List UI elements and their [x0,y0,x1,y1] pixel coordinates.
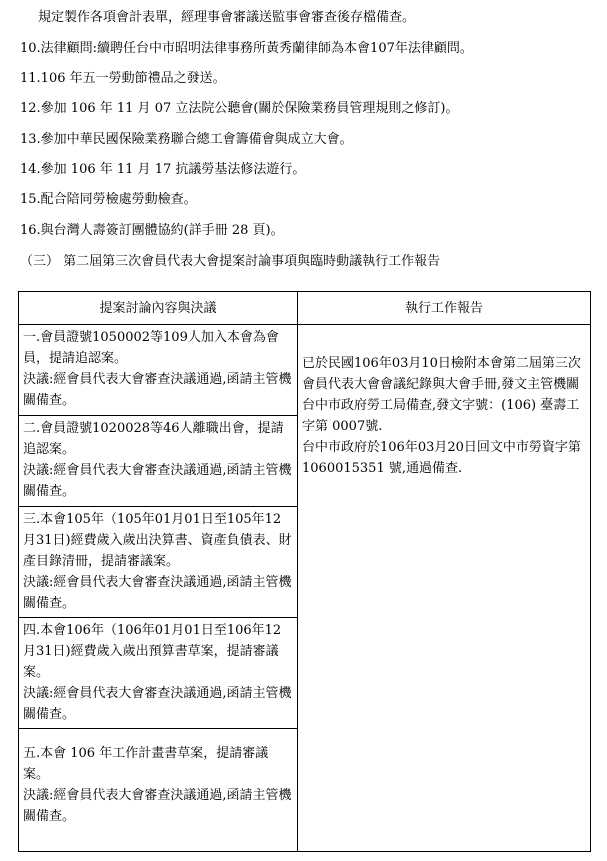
report-paragraph-1: 已於民國106年03月10日檢附本會第二屆第三次會員代表大會會議紀錄與大會手冊,發文主管機關台中市政府勞工局備查,發文字號：(106) 臺壽工字第 0007號. [302,356,581,434]
header-report: 執行工作報告 [298,292,591,325]
text-line-item-11: 11.106 年五一勞動節禮品之發送。 [20,71,226,86]
report-cell [298,325,591,852]
proposal-text: 五.本會 106 年工作計畫書草案，提請審議案。 [23,746,269,782]
proposal-cell-4 [19,618,298,729]
report-table [18,291,591,852]
proposal-text: 二.會員證號1020028等46人離職出會，提請追認案。 [23,421,284,457]
resolution-text: 決議:經會員代表大會審查決議通過,函請主管機關備查。 [23,788,292,824]
section-heading: （三） 第二屆第三次會員代表大會提案討論事項與臨時動議執行工作報告 [20,254,441,269]
proposal-text: 三.本會105年（105年01月01日至105年12月31日)經費歲入歲出決算書、資產負債表、財產目錄清冊，提請審議案。 [23,512,292,569]
text-line-item-12: 12.參加 106 年 11 月 07 立法院公聽會(關於保險業務員管理規則之修訂)。 [20,101,459,116]
header-proposal: 提案討論內容與決議 [19,292,298,325]
resolution-text: 決議:經會員代表大會審查決議通過,函請主管機關備查。 [23,686,292,722]
text-line-item-16: 16.與台灣人壽簽訂團體協約(詳手冊 28 頁)。 [20,223,284,238]
proposal-cell-2 [19,416,298,507]
text-line-item-10: 10.法律顧問:續聘任台中市昭明法律事務所黃秀蘭律師為本會107年法律顧問。 [20,41,473,56]
text-line-continuation: 規定製作各項會計表單，經理事會審議送監事會審查後存檔備查。 [38,10,416,25]
table-header-row [19,292,591,325]
resolution-text: 決議:經會員代表大會審查決議通過,函請主管機關備查。 [23,575,292,611]
table-row [19,325,591,416]
text-line-item-15: 15.配合陪同勞檢處勞動檢查。 [20,192,197,207]
resolution-text: 決議:經會員代表大會審查決議通過,函請主管機關備查。 [23,372,292,408]
text-line-item-14: 14.參加 106 年 11 月 17 抗議勞基法修法遊行。 [20,162,306,177]
resolution-text: 決議:經會員代表大會審查決議通過,函請主管機關備查。 [23,463,292,499]
text-line-item-13: 13.參加中華民國保險業務聯合總工會籌備會與成立大會。 [20,132,353,147]
proposal-cell-1 [19,325,298,416]
proposal-text: 一.會員證號1050002等109人加入本會為會員，提請追認案。 [23,330,279,366]
proposal-text: 四.本會106年（106年01月01日至106年12月31日)經費歲入歲出預算書草案，提請審議案。 [23,623,282,680]
report-paragraph-2: 台中市政府於106年03月20日回文中市勞資字第 1060015351 號,通過備查. [302,440,581,476]
proposal-cell-5 [19,729,298,852]
proposal-cell-3 [19,507,298,618]
